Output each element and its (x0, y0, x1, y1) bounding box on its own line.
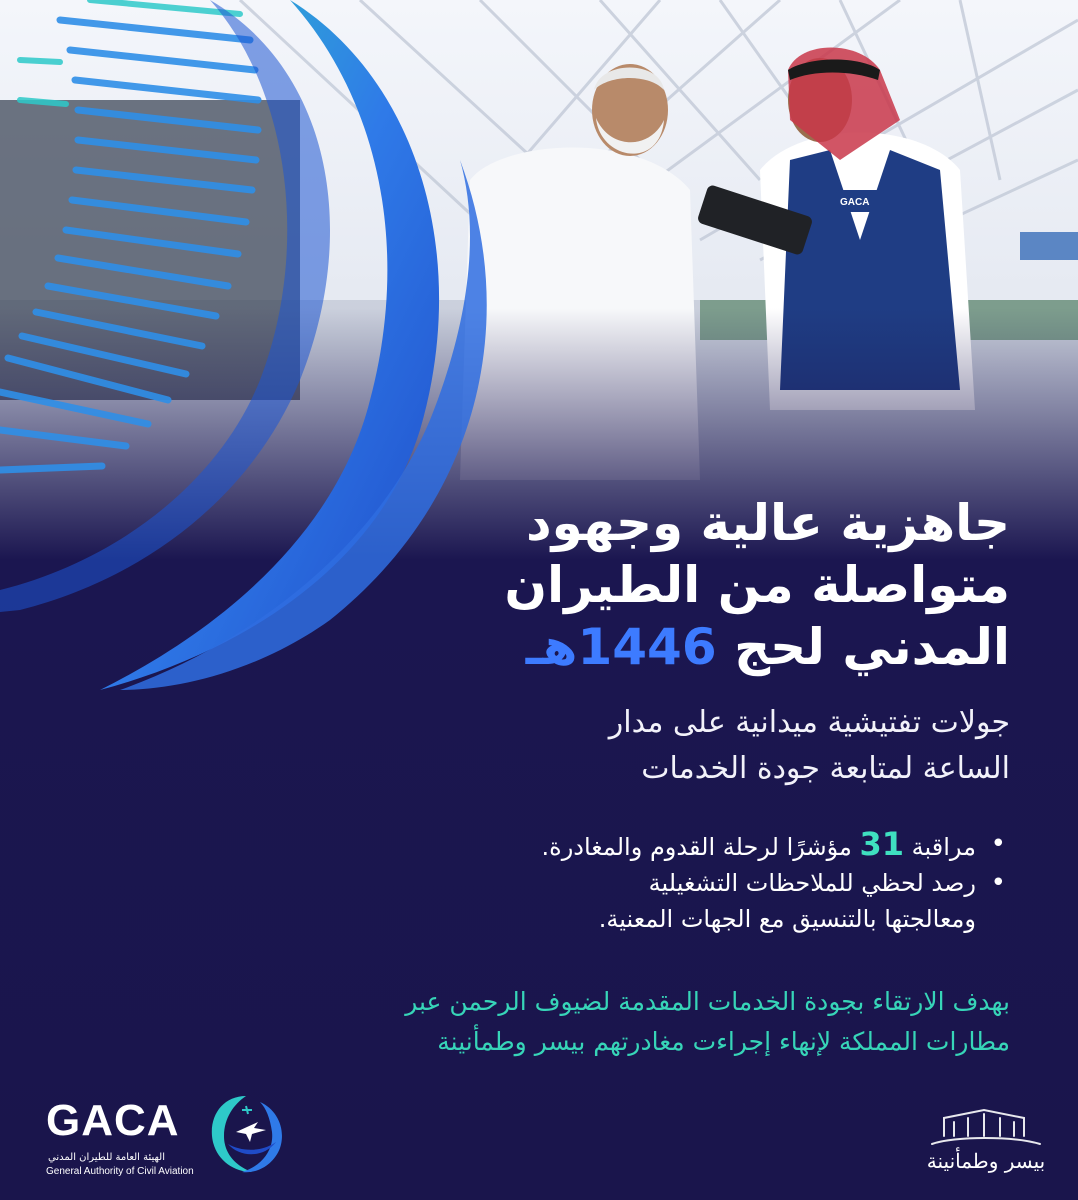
headline-year: 1446هـ (525, 618, 717, 676)
bullet-2-line-1: رصد لحظي للملاحظات التشغيلية (648, 869, 976, 897)
headline-line-1: جاهزية عالية وجهود (525, 494, 1010, 552)
slogan-calligraphy (924, 1106, 1048, 1180)
gaca-logo (40, 1092, 290, 1178)
logo-arabic-name: الهيئة العامة للطيران المدني (48, 1152, 165, 1163)
headline-line-3: المدني لحج (734, 618, 1010, 676)
indicator-count: 31 (859, 825, 905, 863)
gaca-emblem-icon (206, 1092, 286, 1176)
logo-english-name: General Authority of Civil Aviation (46, 1166, 194, 1177)
bullet-1-after: مؤشرًا لرحلة القدوم والمغادرة. (541, 833, 860, 861)
subheading-line-2: الساعة لمتابعة جودة الخدمات (641, 751, 1010, 786)
headline-line-2: متواصلة من الطيران (504, 556, 1010, 614)
logo-name: GACA (46, 1096, 180, 1145)
subheading (250, 700, 1010, 792)
goal-line-2: مطارات المملكة لإنهاء إجراءت مغادرتهم بيسر وطمأنينة (437, 1027, 1010, 1056)
goal-line-1: بهدف الارتقاء بجودة الخدمات المقدمة لضيوف الرحمن عبر (405, 987, 1010, 1016)
bullet-item (250, 865, 1010, 937)
bullet-1-before: مراقبة (904, 833, 976, 861)
goal-statement (210, 982, 1010, 1062)
headline (310, 492, 1010, 678)
bullet-item (250, 826, 1010, 865)
bullet-2-line-2: ومعالجتها بالتنسيق مع الجهات المعنية. (598, 905, 976, 933)
bullet-list (250, 826, 1010, 937)
subheading-line-1: جولات تفتيشية ميدانية على مدار (608, 705, 1010, 740)
slogan-text: بيسر وطمأنينة (926, 1149, 1046, 1173)
